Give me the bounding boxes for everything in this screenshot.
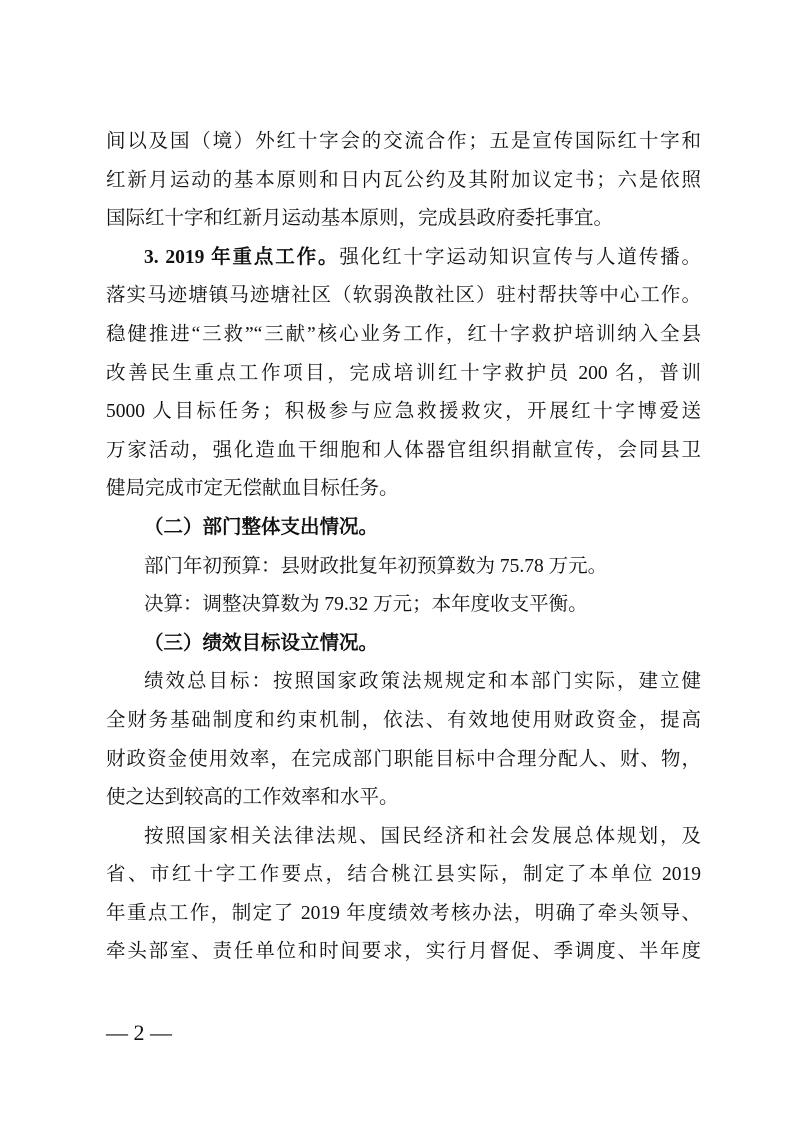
text-line: 万家活动，强化造血干细胞和人体器官组织捐献宣传，会同县卫 xyxy=(106,439,701,461)
text-line: 落实马迹塘镇马迹塘社区（软弱涣散社区）驻村帮扶等中心工作。 xyxy=(106,285,701,307)
text-line: 红新月运动的基本原则和日内瓦公约及其附加议定书；六是依照 xyxy=(106,169,701,191)
text-line: 绩效总目标：按照国家政策法规规定和本部门实际，建立健 xyxy=(144,671,701,693)
text-line: 全财务基础制度和约束机制，依法、有效地使用财政资金，提高 xyxy=(106,709,701,731)
text-line: 5000 人目标任务；积极参与应急救援救灾，开展红十字博爱送 xyxy=(106,401,701,423)
text-line: 使之达到较高的工作效率和水平。 xyxy=(106,787,399,809)
text-line: 国际红十字和红新月运动基本原则，完成县政府委托事宜。 xyxy=(106,208,614,230)
document-body xyxy=(106,123,701,972)
text-line: 省、市红十字工作要点，结合桃江县实际，制定了本单位 2019 xyxy=(106,864,701,886)
text-line: 牵头部室、责任单位和时间要求，实行月督促、季调度、半年度 xyxy=(106,941,701,963)
text-line: 3. 2019 年重点工作。强化红十字运动知识宣传与人道传播。 xyxy=(144,246,701,268)
text-line: 决算：调整决算数为 79.32 万元；本年度收支平衡。 xyxy=(144,594,588,616)
section-heading: 3. 2019 年重点工作。 xyxy=(144,246,340,268)
section-heading: （三）绩效目标设立情况。 xyxy=(144,632,379,654)
section-heading: （二）部门整体支出情况。 xyxy=(144,516,379,538)
text-line: 按照国家相关法律法规、国民经济和社会发展总体规划，及 xyxy=(144,825,701,847)
text-line: 稳健推进“三救”“三献”核心业务工作，红十字救护培训纳入全县 xyxy=(106,323,701,345)
text-line: 改善民生重点工作项目，完成培训红十字救护员 200 名，普训 xyxy=(106,362,701,384)
text-line: 部门年初预算：县财政批复年初预算数为 75.78 万元。 xyxy=(144,555,608,577)
text-line: 间以及国（境）外红十字会的交流合作；五是宣传国际红十字和 xyxy=(106,131,701,152)
text-line: 财政资金使用效率，在完成部门职能目标中合理分配人、财、物， xyxy=(106,748,701,770)
text-line: 健局完成市定无偿献血目标任务。 xyxy=(106,478,399,500)
page-number: — 2 — xyxy=(106,1020,172,1045)
text-line: 年重点工作，制定了 2019 年度绩效考核办法，明确了牵头领导、 xyxy=(106,902,701,924)
